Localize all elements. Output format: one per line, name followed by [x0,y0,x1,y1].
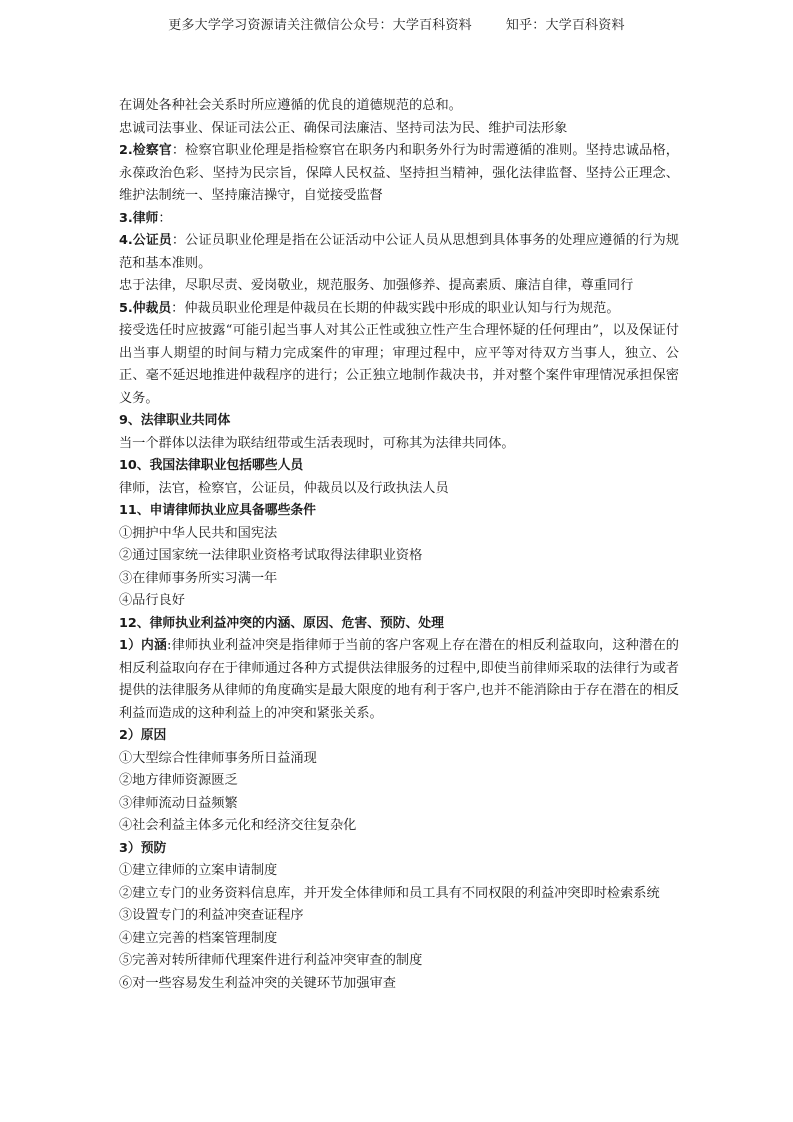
paragraph-label: 11、申请律师执业应具备哪些条件 [119,503,316,518]
paragraph [119,905,679,928]
paragraph-text: ④品行良好 [119,593,185,608]
paragraph-text: 忠于法律，尽职尽责、爱岗敬业，规范服务、加强修养、提高素质、廉洁自律，尊重同行 [119,278,634,293]
paragraph-label: 4.公证员 [119,233,172,248]
paragraph [119,230,679,275]
paragraph [119,635,679,725]
paragraph [119,95,679,118]
document-body [119,95,679,995]
paragraph [119,838,679,861]
paragraph-label: 3）预防 [119,840,167,856]
paragraph [119,478,679,501]
paragraph-text: ①拥护中华人民共和国宪法 [119,525,278,541]
paragraph [119,275,679,298]
paragraph [119,545,679,568]
paragraph [119,208,679,231]
paragraph-text: ②建立专门的业务资料信息库，并开发全体律师和员工具有不同权限的利益冲突即时检索系统 [119,885,660,901]
header-wechat-note: 更多大学学习资源请关注微信公众号：大学百科资料 [168,18,472,33]
paragraph [119,613,679,636]
paragraph [119,928,679,951]
paragraph [119,748,679,771]
paragraph-text: ④社会利益主体多元化和经济交往复杂化 [119,818,357,833]
paragraph-text: 当一个群体以法律为联结纽带或生活表现时，可称其为法律共同体。 [119,435,515,451]
paragraph-text: ③设置专门的利益冲突查证程序 [119,908,304,923]
paragraph [119,500,679,523]
paragraph [119,410,679,433]
paragraph [119,298,679,321]
paragraph-label: 1）内涵 [119,638,167,653]
paragraph-text: ①建立律师的立案申请制度 [119,863,278,878]
paragraph-text: ：公证员职业伦理是指在公证活动中公证人员从思想到具体事务的处理应遵循的行为规范和基本准则。 [119,233,679,271]
paragraph [119,455,679,478]
paragraph [119,883,679,906]
paragraph-text: ③律师流动日益频繁 [119,795,238,811]
paragraph-text: 接受选任时应披露“可能引起当事人对其公正性或独立性产生合理怀疑的任何理由”，以及保证付出当事人期望的时间与精力完成案件的审理；审理过程中，应平等对待双方当事人，独立、公正、毫不延迟地推进仲裁程序的进行；公正独立地制作裁决书，并对整个案件审理情况承担保密义务。 [119,323,679,406]
paragraph-label: 10、我国法律职业包括哪些人员 [119,458,304,473]
paragraph [119,140,679,208]
paragraph [119,725,679,748]
paragraph-text: ：仲裁员职业伦理是仲裁员在长期的仲裁实践中形成的职业认知与行为规范。 [171,300,620,316]
paragraph-text: ： [158,210,172,226]
paragraph [119,590,679,613]
paragraph-text: ④建立完善的档案管理制度 [119,930,278,946]
paragraph [119,793,679,816]
paragraph-text: ②通过国家统一法律职业资格考试取得法律职业资格 [119,548,423,563]
paragraph [119,950,679,973]
paragraph-text: ⑥对一些容易发生利益冲突的关键环节加强审查 [119,975,396,991]
paragraph [119,770,679,793]
paragraph [119,815,679,838]
paragraph [119,523,679,546]
paragraph-text: :律师执业利益冲突是指律师于当前的客户客观上存在潜在的相反利益取向，这种潜在的相反利益取向存在于律师通过各种方式提供法律服务的过程中,即使当前律师采取的法律行为或者提供的法律服务从律师的角度确实是最大限度的地有利于客户,也并不能消除由于存在潜在的相反利益而造成的这种利益上的冲突和紧张关系。 [119,638,679,721]
paragraph-label: 12、律师执业利益冲突的内涵、原因、危害、预防、处理 [119,615,444,631]
paragraph-text: ③在律师事务所实习满一年 [119,570,278,586]
paragraph-label: 5.仲裁员 [119,300,172,316]
paragraph-label: 9、法律职业共同体 [119,413,231,428]
paragraph-text: ⑤完善对转所律师代理案件进行利益冲突审查的制度 [119,953,423,968]
page-header [0,14,793,33]
paragraph [119,860,679,883]
paragraph-text: ②地方律师资源匮乏 [119,773,238,788]
paragraph-text: ：检察官职业伦理是指检察官在职务内和职务外行为时需遵循的准则。坚持忠诚品格，永葆政治色彩、坚持为民宗旨，保障人民权益、坚持担当精神，强化法律监督、坚持公正理念、维护法制统一、坚持廉洁操守，自觉接受监督 [119,143,679,203]
paragraph [119,320,679,410]
paragraph [119,433,679,456]
paragraph-label: 2）原因 [119,728,167,743]
paragraph [119,568,679,591]
header-zhihu-note: 知乎：大学百科资料 [505,18,625,33]
paragraph-text: 在调处各种社会关系时所应遵循的优良的道德规范的总和。 [119,98,462,113]
paragraph-text: 律师，法官，检察官，公证员，仲裁员以及行政执法人员 [119,480,449,496]
paragraph [119,118,679,141]
paragraph-label: 2.检察官 [119,143,172,158]
paragraph [119,973,679,996]
paragraph-text: ①大型综合性律师事务所日益涌现 [119,750,317,766]
paragraph-text: 忠诚司法事业、保证司法公正、确保司法廉洁、坚持司法为民、维护司法形象 [119,120,568,136]
paragraph-label: 3.律师 [119,210,159,226]
